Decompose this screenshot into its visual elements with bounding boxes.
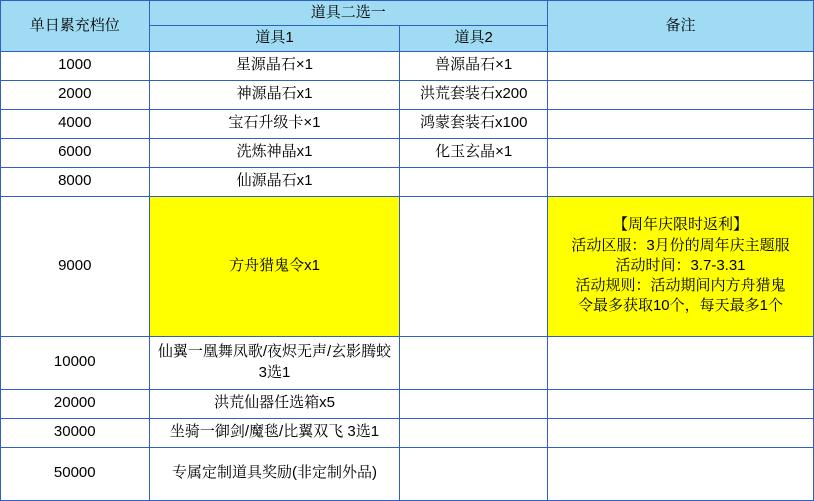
item2-value	[400, 196, 548, 336]
item2-value	[400, 336, 548, 389]
header-item1: 道具1	[149, 26, 400, 51]
table-row	[1, 336, 814, 389]
header-item-group: 道具二选一	[149, 1, 547, 26]
note-line-2: 活动区服：3月份的周年庆主题服	[571, 236, 790, 254]
table-row-highlight	[1, 196, 814, 336]
table-header-row	[1, 1, 814, 26]
table-row	[1, 167, 814, 196]
tier-value: 2000	[1, 80, 150, 109]
item1-value: 仙源晶石x1	[149, 167, 400, 196]
tier-value: 50000	[1, 447, 150, 500]
note-line-3: 活动时间：3.7-3.31	[615, 256, 746, 274]
item1-value: 坐骑一御剑/魔毯/比翼双飞 3选1	[149, 418, 400, 447]
note-value	[547, 80, 813, 109]
tier-value: 10000	[1, 336, 150, 389]
note-value	[547, 336, 813, 389]
header-note: 备注	[547, 1, 813, 52]
table-row	[1, 51, 814, 80]
tier-value: 9000	[1, 196, 150, 336]
note-value	[547, 447, 813, 500]
table-row	[1, 80, 814, 109]
item1-value: 神源晶石x1	[149, 80, 400, 109]
table-row	[1, 418, 814, 447]
item1-value: 专属定制道具奖励(非定制外品)	[149, 447, 400, 500]
table-row	[1, 389, 814, 418]
item1-value: 洪荒仙器任选箱x5	[149, 389, 400, 418]
tier-value: 8000	[1, 167, 150, 196]
table-row	[1, 109, 814, 138]
item1-value: 宝石升级卡×1	[149, 109, 400, 138]
tier-value: 4000	[1, 109, 150, 138]
header-item2: 道具2	[400, 26, 548, 51]
tier-value: 30000	[1, 418, 150, 447]
item1-value: 仙翼一凰舞凤歌/夜烬无声/玄影腾蛟 3选1	[149, 336, 400, 389]
note-value	[547, 138, 813, 167]
item2-value	[400, 447, 548, 500]
item2-value	[400, 418, 548, 447]
note-line-1: 【周年庆限时返利】	[612, 216, 748, 234]
item1-value-highlight: 方舟猎鬼令x1	[149, 196, 400, 336]
item1-value: 星源晶石×1	[149, 51, 400, 80]
table-row	[1, 138, 814, 167]
item1-value: 洗炼神晶x1	[149, 138, 400, 167]
note-value	[547, 51, 813, 80]
item2-value: 化玉玄晶×1	[400, 138, 548, 167]
table-row	[1, 447, 814, 500]
header-tier: 单日累充档位	[1, 1, 150, 52]
note-value	[547, 418, 813, 447]
note-line-5: 令最多获取10个，每天最多1个	[577, 297, 783, 315]
note-line-4: 活动规则：活动期间内方舟猎鬼	[575, 277, 786, 295]
note-value	[547, 109, 813, 138]
note-value	[547, 167, 813, 196]
note-value	[547, 389, 813, 418]
tier-value: 1000	[1, 51, 150, 80]
item2-value: 洪荒套装石x200	[400, 80, 548, 109]
tier-value: 6000	[1, 138, 150, 167]
note-block	[547, 196, 813, 336]
item2-value	[400, 389, 548, 418]
item2-value	[400, 167, 548, 196]
tier-value: 20000	[1, 389, 150, 418]
item2-value: 鸿蒙套装石x100	[400, 109, 548, 138]
item2-value: 兽源晶石×1	[400, 51, 548, 80]
